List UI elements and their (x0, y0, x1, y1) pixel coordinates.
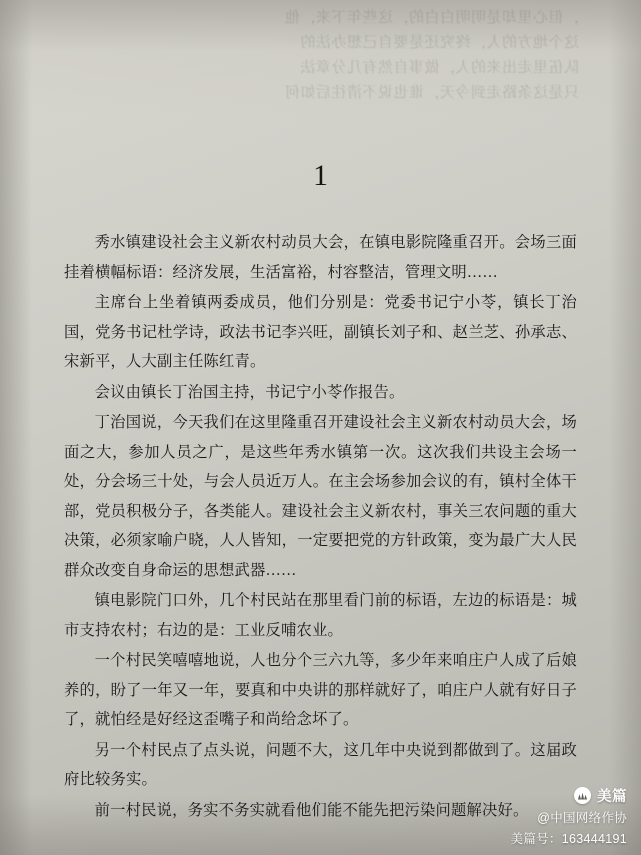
bleed-line: 只是这条路走到今天，谁也说不清往后如何 (284, 85, 579, 101)
paragraph: 另一个村民点了点头说，问题不大，这几年中央说到都做到了。这届政府比较务实。 (64, 741, 577, 788)
page-body (0, 150, 641, 826)
bleed-line: 队伍里走出来的人，做事自然有几分章法 (299, 60, 579, 76)
watermark-id: 美篇号：163444191 (510, 832, 627, 846)
paragraph: 一个村民笑嘻嘻地说，人也分个三六九等，多少年来咱庄户人成了后娘养的，盼了一年又一年，要真和中央讲的那样就好了，咱庄户人就有好日子了，就怕经是好经这歪嘴子和尚给念坏了。 (64, 652, 577, 728)
paragraph: 丁治国说，今天我们在这里隆重召开建设社会主义新农村动员大会，场面之大，参加人员之广，是这些年秀水镇第一次。这次我们共设主会场一处，分会场三十处，与会人员近万人。在主会场参加会议的有，镇村全体干部，党员积极分子，各类能人。建设社会主义新农村，事关三农问题的重大决策，必须家喻户晓，人人皆知，一定要把党的方针政策，变为最广大人民群众改变自身命运的思想武器…… (64, 414, 577, 579)
watermark (511, 785, 627, 847)
bleed-line: ，但心里却是明明白白的，这些年下来，他 (284, 10, 579, 26)
paragraph: 镇电影院门口外，几个村民站在那里看门前的标语，左边的标语是：城市支持农村；右边的是：工业反哺农业。 (64, 592, 577, 639)
page-bleed-through (0, 0, 641, 150)
watermark-author: @中国网络作协 (537, 811, 627, 825)
watermark-brand: 美篇 (597, 789, 627, 805)
paragraph: 前一村民说，务实不务实就看他们能不能先把污染问题解决好。 (94, 801, 529, 819)
chapter-number: 1 (313, 159, 328, 192)
bleed-line: 这个地方的人，终究还是要自己想办法的 (299, 35, 579, 51)
mountain-logo-icon (574, 787, 591, 804)
paragraph: 会议由镇长丁治国主持，书记宁小苓作报告。 (94, 383, 405, 401)
paragraph: 主席台上坐着镇两委成员，他们分别是：党委书记宁小苓，镇长丁治国，党务书记杜学诗，政法书记李兴旺，副镇长刘子和、赵兰芝、孙承志、宋新平，人大副主任陈红青。 (64, 294, 577, 370)
watermark-brand-row (511, 785, 627, 806)
paragraph: 秀水镇建设社会主义新农村动员大会，在镇电影院隆重召开。会场三面挂着横幅标语：经济发展，生活富裕，村容整洁，管理文明…… (64, 234, 577, 281)
